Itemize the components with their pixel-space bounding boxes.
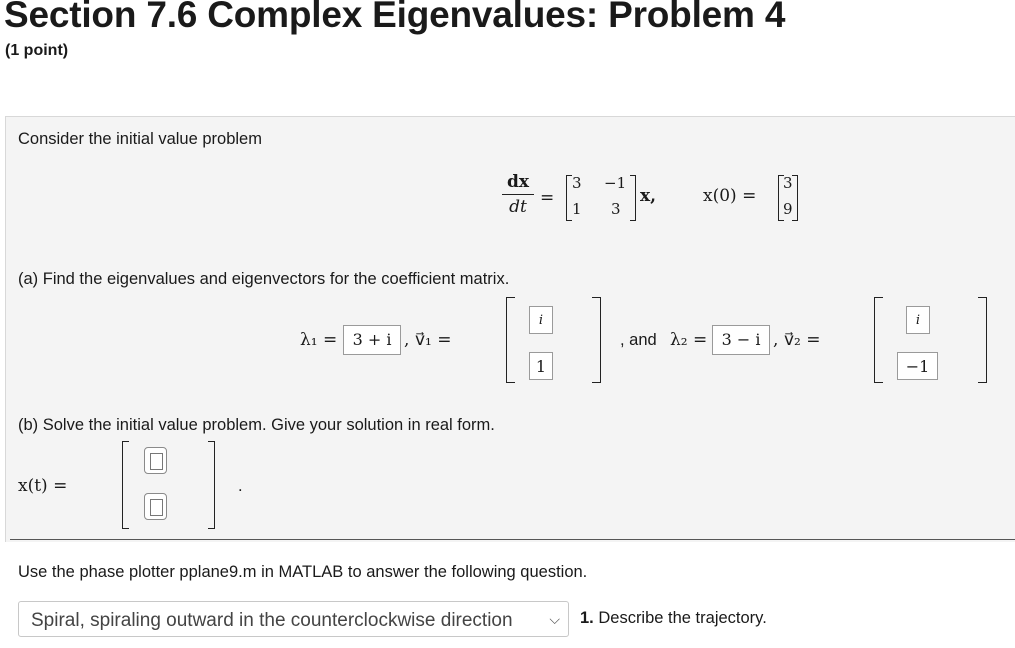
v2-left-bracket bbox=[874, 297, 883, 383]
xt-label: x(t) = bbox=[18, 476, 68, 496]
divider bbox=[10, 539, 1015, 540]
page-title: Section 7.6 Complex Eigenvalues: Problem 4 bbox=[4, 0, 786, 35]
v2-label: v⃗₂ = bbox=[784, 330, 821, 350]
matrix-a11: 3 bbox=[572, 174, 582, 192]
v1-right-bracket bbox=[592, 297, 601, 383]
lambda1-label: λ₁ = bbox=[300, 330, 338, 350]
equals-sign: = bbox=[540, 188, 555, 208]
matrix-a12: −1 bbox=[604, 174, 627, 192]
trajectory-question: 1. Describe the trajectory. bbox=[580, 609, 767, 627]
v1-label: v⃗₁ = bbox=[415, 330, 452, 350]
lambda1-answer[interactable]: 3 + i bbox=[343, 325, 401, 355]
initial-condition-label: x(0) = bbox=[703, 186, 757, 206]
lambda2-label: λ₂ = bbox=[670, 330, 708, 350]
lambda2-answer[interactable]: 3 − i bbox=[712, 325, 770, 355]
matrix-a22: 3 bbox=[611, 200, 621, 218]
xt-entry-2[interactable] bbox=[144, 493, 167, 520]
v2-entry-1[interactable]: i bbox=[906, 306, 930, 334]
part-b-prompt: (b) Solve the initial value problem. Give your solution in real form. bbox=[18, 416, 495, 434]
x-vector-symbol: x, bbox=[640, 186, 657, 206]
trajectory-dropdown[interactable] bbox=[18, 601, 569, 637]
xt-right-bracket bbox=[208, 441, 215, 529]
intro-text: Consider the initial value problem bbox=[18, 130, 262, 148]
part-a-prompt: (a) Find the eigenvalues and eigenvectors for the coefficient matrix. bbox=[18, 270, 510, 288]
and-text: , and bbox=[620, 331, 657, 349]
ic-entry-1: 3 bbox=[783, 174, 793, 192]
v1-left-bracket bbox=[506, 297, 515, 383]
v2-entry-2[interactable]: −1 bbox=[897, 352, 938, 380]
ic-entry-2: 9 bbox=[783, 200, 793, 218]
points-label: (1 point) bbox=[5, 42, 69, 59]
v1-entry-2[interactable]: 1 bbox=[529, 352, 553, 380]
matrix-right-bracket bbox=[630, 175, 636, 221]
xt-entry-1[interactable] bbox=[144, 447, 167, 474]
derivative-fraction: dx dt bbox=[502, 172, 534, 217]
chevron-down-icon: ⌵ bbox=[549, 611, 560, 627]
matrix-a21: 1 bbox=[572, 200, 582, 218]
v1-entry-1[interactable]: i bbox=[529, 306, 553, 334]
comma-1: , bbox=[404, 330, 410, 350]
matlab-instruction: Use the phase plotter pplane9.m in MATLAB to answer the following question. bbox=[18, 563, 588, 581]
trajectory-dropdown-value: Spiral, spiraling outward in the counterclockwise direction bbox=[31, 610, 513, 631]
ic-right-bracket bbox=[792, 175, 798, 221]
period: . bbox=[238, 477, 243, 495]
comma-2: , bbox=[773, 330, 779, 350]
xt-left-bracket bbox=[122, 441, 129, 529]
v2-right-bracket bbox=[978, 297, 987, 383]
